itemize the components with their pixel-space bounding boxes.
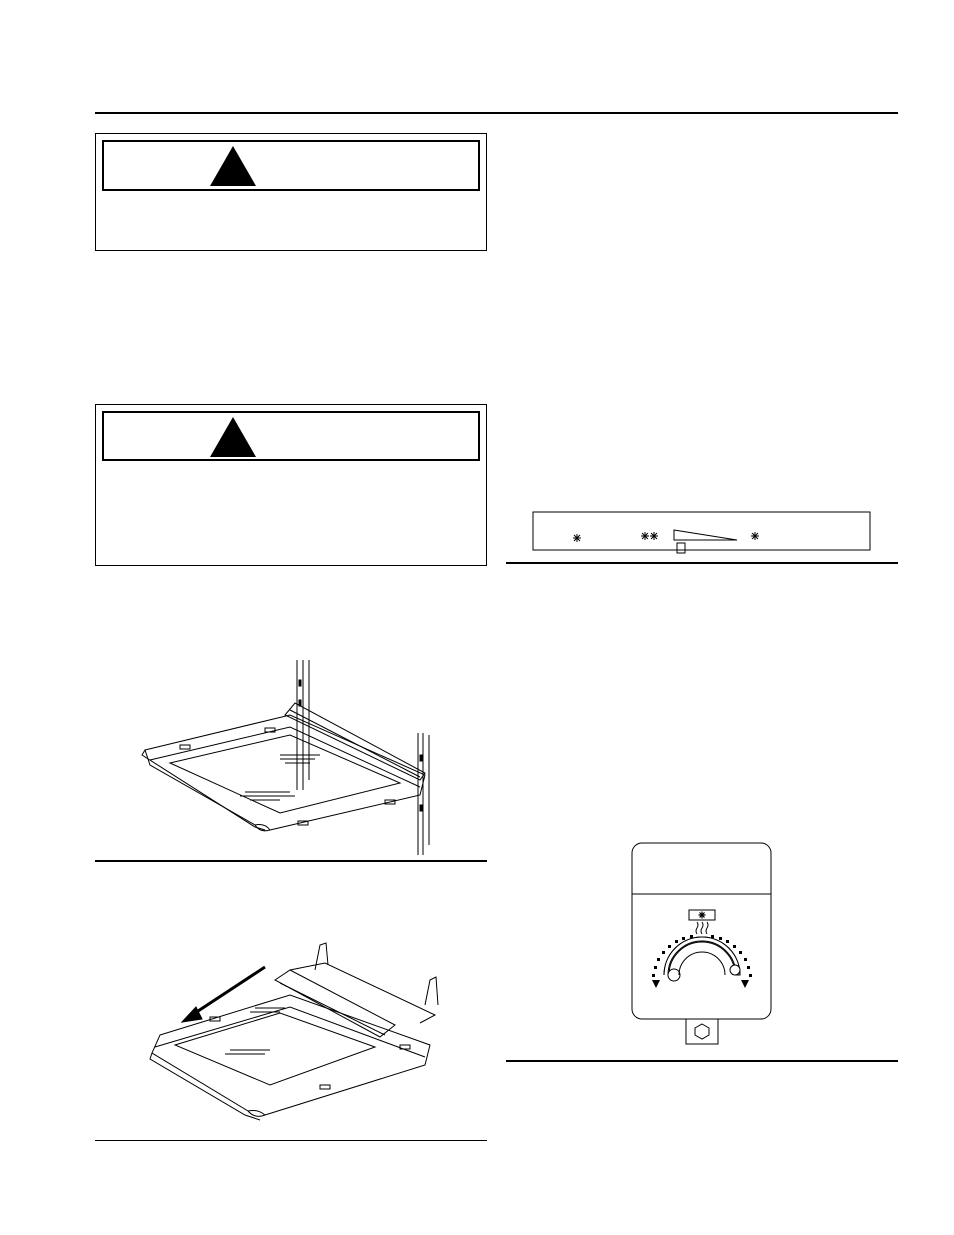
temperature-control-dial-illustration xyxy=(631,842,773,1047)
figure-3-rule xyxy=(506,562,898,564)
warning-box-1-header xyxy=(102,140,480,191)
figure-2-rule xyxy=(95,1140,487,1141)
snowflake-icon xyxy=(641,532,649,540)
glass-shelf-slide-out-illustration xyxy=(130,935,460,1135)
snowflake-icon xyxy=(573,534,581,542)
temperature-control-strip-illustration xyxy=(532,510,872,560)
snowflake-icon xyxy=(751,532,759,540)
figure-1-rule xyxy=(95,860,487,862)
warning-box-1 xyxy=(95,133,487,251)
warning-triangle-icon xyxy=(208,415,258,459)
warning-box-2-header xyxy=(102,411,480,461)
figure-4-rule xyxy=(506,1060,898,1062)
warning-triangle-icon xyxy=(208,144,258,188)
glass-shelf-on-rails-illustration xyxy=(130,655,460,855)
snowflake-icon xyxy=(699,912,706,919)
snowflake-icon xyxy=(650,532,658,540)
warning-box-2 xyxy=(95,404,487,566)
page-top-rule xyxy=(95,112,898,114)
